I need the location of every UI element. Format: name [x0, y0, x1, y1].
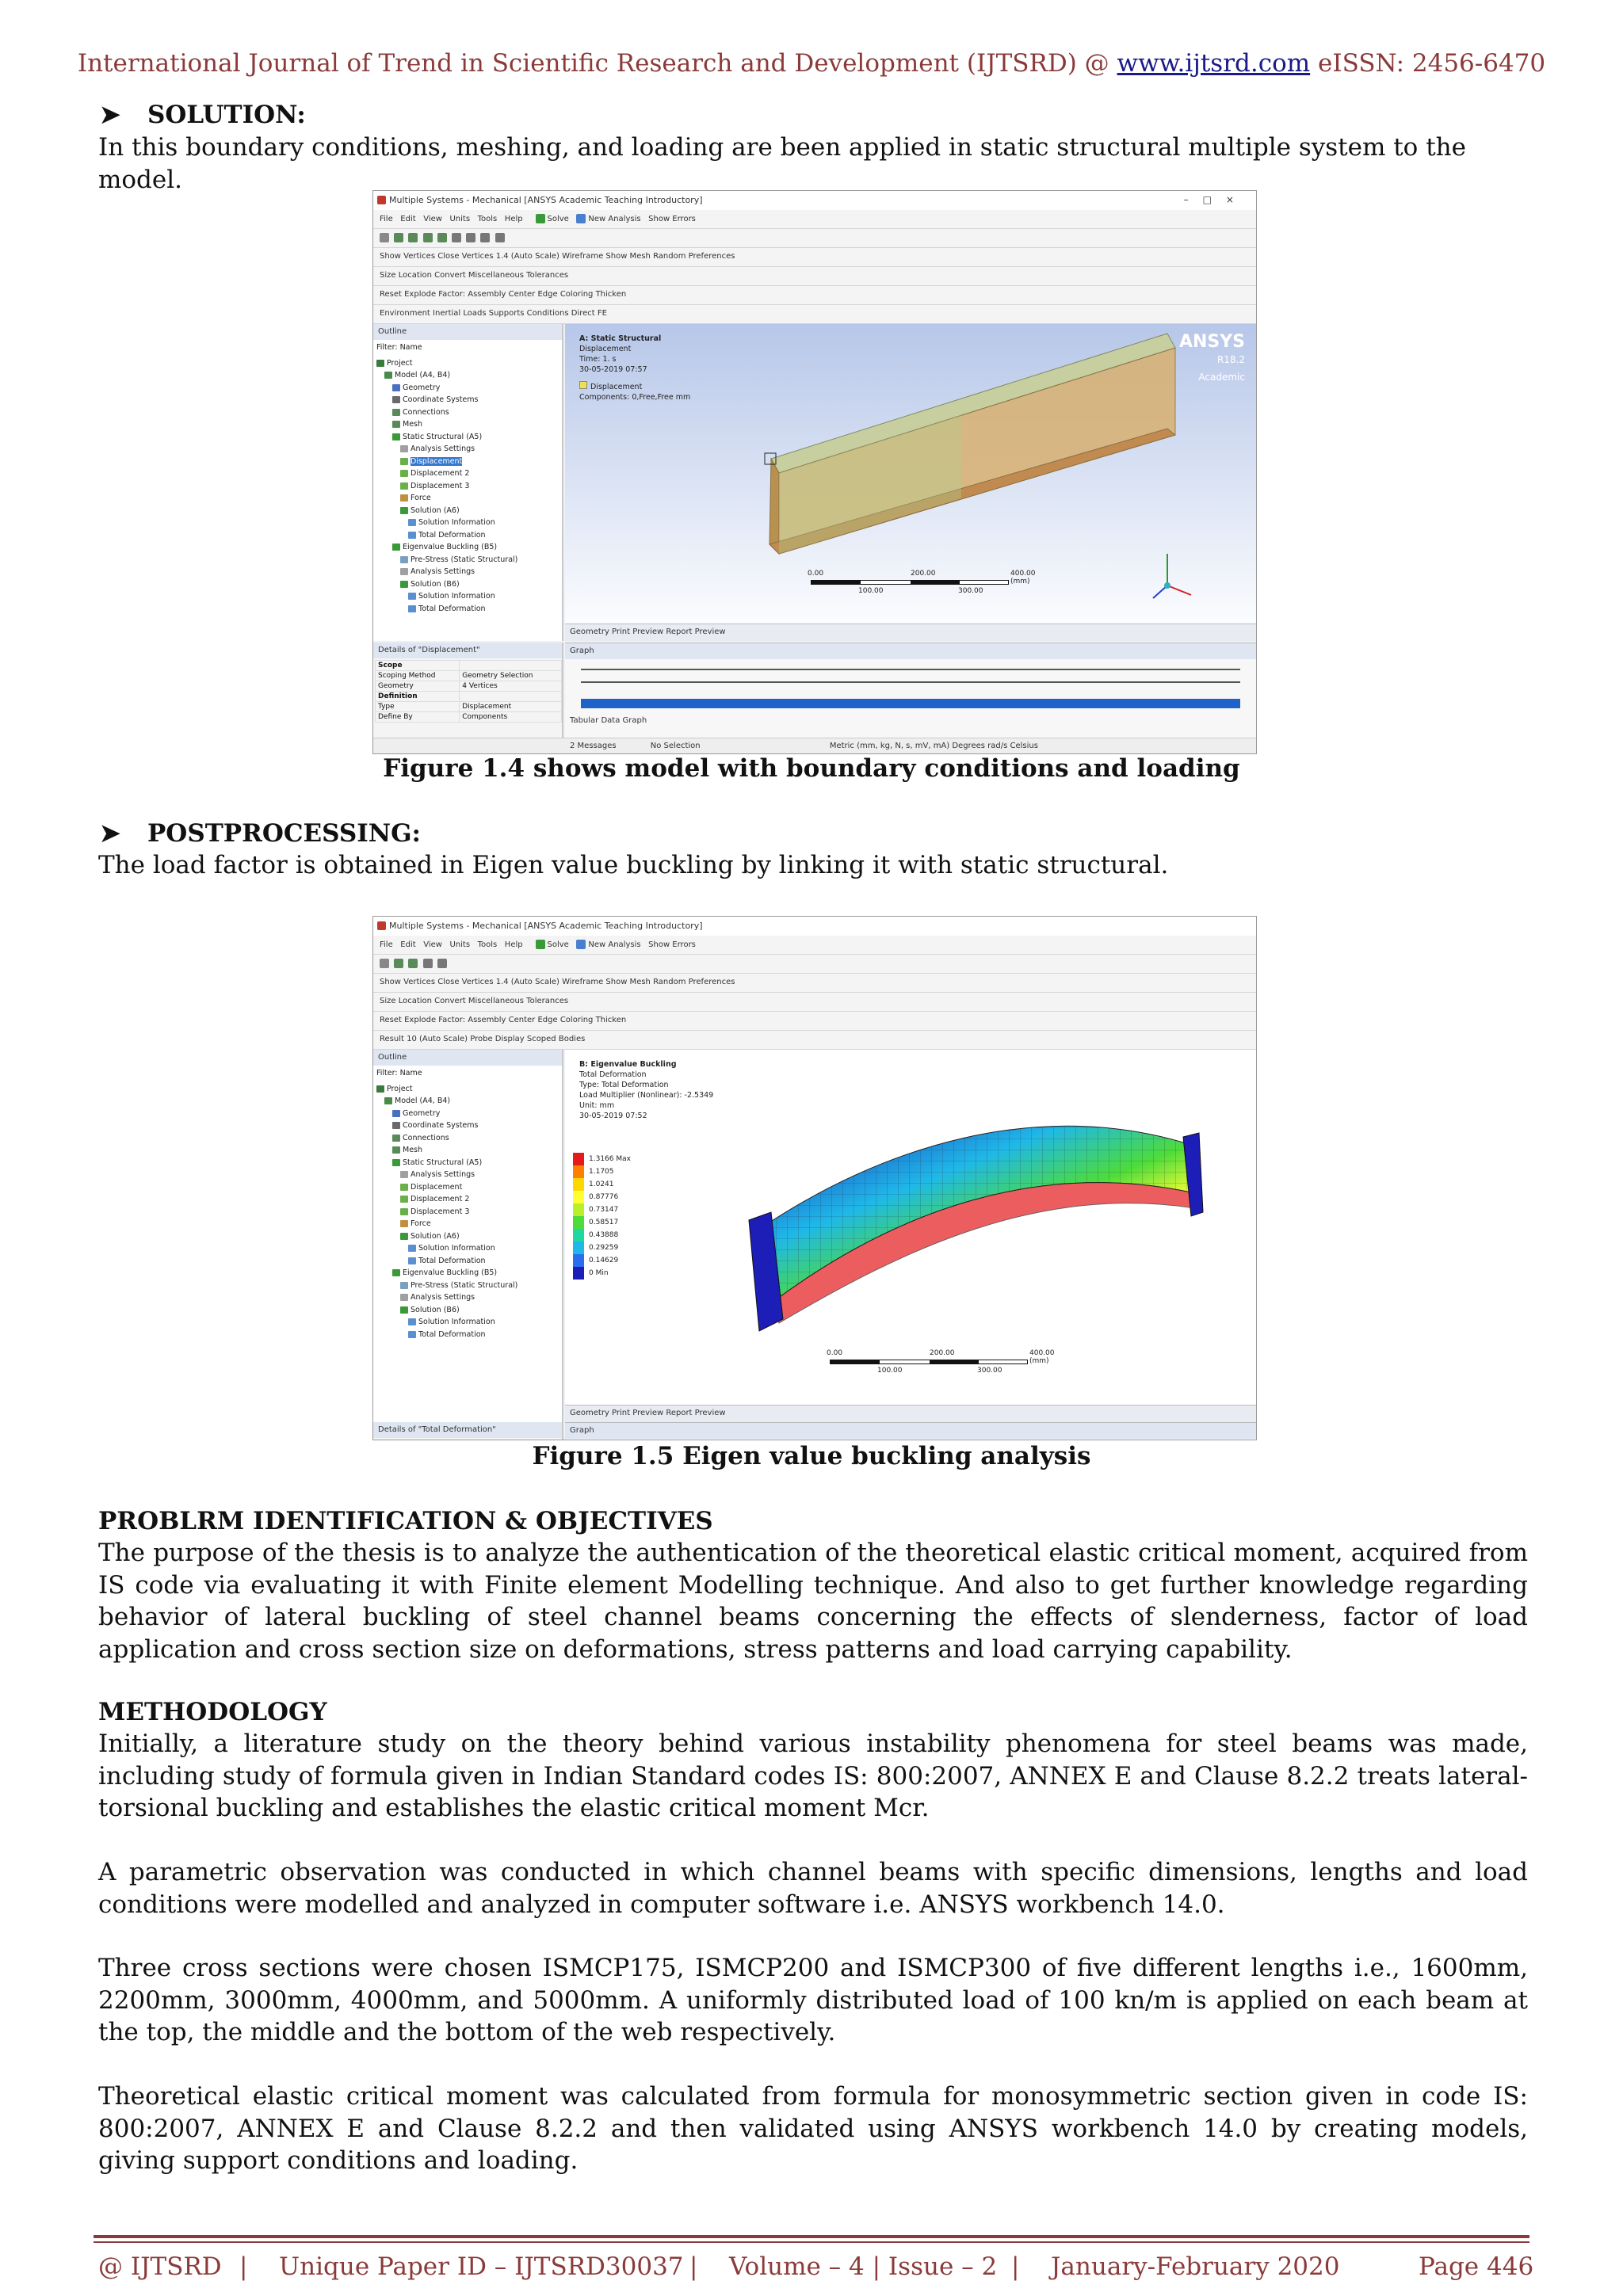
- tree-item[interactable]: Model (A4, B4): [376, 369, 559, 382]
- tree-item[interactable]: Total Deformation: [376, 1329, 559, 1341]
- tree-item[interactable]: Connections: [376, 406, 559, 419]
- details-row[interactable]: Scoping Method Geometry Selection: [376, 671, 562, 681]
- tree-item[interactable]: Mesh: [376, 418, 559, 431]
- outline-tree: [373, 356, 562, 617]
- solve-icon[interactable]: [536, 940, 545, 949]
- methodology-paragraph-1: Initially, a literature study on the theory behind various instability phenomena for steel beams was made, including study of formula given in Indian Standard codes IS: 800:2007, ANNEX E and Clause 8.2.2 treats lateral-torsional buckling and establishes the elastic critical moment Mcr.: [98, 1730, 1528, 1822]
- outline-tree: [373, 1081, 562, 1343]
- tree-node-icon: [400, 1196, 408, 1203]
- figure-2-screenshot: [372, 916, 1257, 1440]
- tree-node-icon: [408, 1257, 416, 1264]
- ansys-logo: ANSYS R18.2 Academic: [1178, 332, 1245, 383]
- tree-node-icon: [384, 372, 392, 379]
- tree-node-icon: [400, 568, 408, 575]
- tree-node-icon: [400, 445, 408, 452]
- tree-item[interactable]: Pre-Stress (Static Structural): [376, 554, 559, 566]
- tree-item[interactable]: Project: [376, 357, 559, 370]
- tree-node-icon: [392, 1159, 400, 1166]
- tree-item[interactable]: Coordinate Systems: [376, 1119, 559, 1132]
- edge-select-icon[interactable]: [423, 233, 433, 242]
- tree-item[interactable]: Displacement 3: [376, 480, 559, 493]
- filter-field[interactable]: Filter: Name: [376, 343, 422, 352]
- tree-item[interactable]: Analysis Settings: [376, 443, 559, 456]
- legend-row: 0.29259: [573, 1241, 631, 1254]
- tree-item[interactable]: Project: [376, 1083, 559, 1096]
- details-table: [375, 660, 562, 723]
- footer-separator: |: [1011, 2252, 1020, 2281]
- graphics-toolbar: [373, 229, 1256, 248]
- tree-node-icon: [384, 1097, 392, 1104]
- graphics-viewport[interactable]: [565, 324, 1256, 641]
- tree-node-icon: [400, 556, 408, 563]
- legend-row: 1.0241: [573, 1178, 631, 1191]
- rotate-icon[interactable]: [423, 959, 433, 968]
- viewport-tabs[interactable]: Geometry Print Preview Report Preview: [565, 1405, 1256, 1422]
- tree-item[interactable]: Solution Information: [376, 590, 559, 603]
- tree-item[interactable]: Mesh: [376, 1144, 559, 1157]
- footer-volume: Volume – 4 | Issue – 2: [729, 2252, 998, 2281]
- app-icon: [377, 921, 386, 930]
- toolbar-row-4[interactable]: Size Location Convert Miscellaneous Tolerances: [373, 993, 1256, 1012]
- problem-heading: PROBLRM IDENTIFICATION & OBJECTIVES: [98, 1507, 713, 1535]
- footer-separator: |: [689, 2252, 698, 2281]
- tree-node-icon: [400, 494, 408, 502]
- solution-text: In this boundary conditions, meshing, and loading are been applied in static structural multiple system to the model.: [98, 133, 1466, 194]
- journal-name: International Journal of Trend in Scientific Research and Development (IJTSRD) @: [77, 49, 1109, 78]
- filter-field[interactable]: Filter: Name: [376, 1069, 422, 1077]
- details-row[interactable]: Definition: [376, 692, 562, 702]
- footer-rule: [94, 2235, 1529, 2238]
- tree-node-icon: [392, 409, 400, 416]
- footer-page-number: Page 446: [1419, 2252, 1534, 2281]
- tree-item[interactable]: Total Deformation: [376, 529, 559, 542]
- methodology-heading: METHODOLOGY: [98, 1698, 327, 1726]
- tree-item[interactable]: Analysis Settings: [376, 1169, 559, 1181]
- new-analysis-icon[interactable]: [576, 940, 586, 949]
- menu-help[interactable]: Help: [504, 215, 523, 223]
- legend-row: 1.3166 Max: [573, 1153, 631, 1165]
- tree-item[interactable]: Solution (B6): [376, 578, 559, 591]
- zoom-icon[interactable]: [437, 959, 447, 968]
- tree-item[interactable]: Pre-Stress (Static Structural): [376, 1280, 559, 1292]
- tree-item[interactable]: Solution (B6): [376, 1304, 559, 1317]
- zoom-icon[interactable]: [480, 233, 490, 242]
- face-select-icon[interactable]: [408, 233, 418, 242]
- bullet-arrow-icon: ➤: [100, 819, 120, 848]
- tree-node-icon: [408, 1318, 416, 1325]
- toolbar-row-4[interactable]: Size Location Convert Miscellaneous Tolerances: [373, 267, 1256, 286]
- menu-file[interactable]: File: [380, 215, 393, 223]
- tree-item[interactable]: Solution (A6): [376, 505, 559, 517]
- face-select-icon[interactable]: [408, 959, 418, 968]
- tree-item[interactable]: Solution Information: [376, 517, 559, 529]
- tree-node-icon: [400, 1171, 408, 1178]
- tree-item[interactable]: Displacement 3: [376, 1206, 559, 1219]
- tree-node-icon: [400, 482, 408, 490]
- solve-button[interactable]: Solve: [547, 215, 569, 223]
- graph-panel: Graph Tabular Data Graph: [565, 643, 1256, 739]
- vertex-select-icon[interactable]: [437, 233, 447, 242]
- tree-node-icon: [392, 1269, 400, 1276]
- tree-item[interactable]: Force: [376, 492, 559, 505]
- details-panel: Details of "Total Deformation": [373, 1422, 563, 1440]
- tree-node-icon: [392, 421, 400, 428]
- running-header: [0, 49, 1623, 78]
- problem-text: The purpose of the thesis is to analyze the authentication of the theoretical elastic critical moment, acquired from IS code via evaluating it with Finite element Modelling technique. And also to get further knowledge regarding behavior of lateral buckling of steel channel beams concerning the effects of slenderness, factor of load application and cross section size on deformations, stress patterns and load carrying capability.: [98, 1539, 1528, 1664]
- legend-row: 0.14629: [573, 1254, 631, 1267]
- footer-paper-id: Unique Paper ID – IJTSRD30037: [279, 2252, 684, 2281]
- details-row[interactable]: Type Displacement: [376, 702, 562, 712]
- app-icon: [377, 196, 386, 204]
- new-analysis-button[interactable]: New Analysis: [588, 215, 641, 223]
- journal-website-link[interactable]: www.ijtsrd.com: [1117, 49, 1311, 78]
- menu-edit[interactable]: Edit: [400, 215, 416, 223]
- window-titlebar: Multiple Systems - Mechanical [ANSYS Academic Teaching Introductory]: [373, 917, 1256, 936]
- tree-node-icon: [400, 507, 408, 514]
- body-select-icon[interactable]: [394, 959, 403, 968]
- tree-item[interactable]: Displacement: [376, 1181, 559, 1194]
- legend-row: 0.73147: [573, 1203, 631, 1216]
- status-bar: 2 Messages No Selection Metric (mm, kg, N, s, mV, mA) Degrees rad/s Celsius: [373, 738, 1256, 753]
- select-icon[interactable]: [380, 233, 389, 242]
- tree-item[interactable]: Solution (A6): [376, 1230, 559, 1243]
- tree-node-icon: [400, 1282, 408, 1289]
- legend-row: 0.58517: [573, 1216, 631, 1229]
- outline-panel: Outline Filter: Name Project Model (A4, B4) Geometry Coordinate Systems Connections Mesh Static Structural (A5) Analysis Settings Displacement Displacement 2 Displacement 3 Force Solution (A6) Solution Information Total Deformation Eigenvalue Buckling (B5) Pre-Stress (Static Structural) Analysis Settings Solution (B6) Solution Information Total Deformation: [373, 1050, 563, 1422]
- show-errors-button[interactable]: Show Errors: [648, 215, 696, 223]
- pan-icon[interactable]: [466, 233, 475, 242]
- eissn: eISSN: 2456-6470: [1318, 49, 1546, 78]
- tree-node-icon: [376, 360, 384, 367]
- legend-row: 0.87776: [573, 1191, 631, 1203]
- select-icon[interactable]: [380, 959, 389, 968]
- tree-node-icon: [408, 1331, 416, 1338]
- viewport-tabs[interactable]: Geometry Print Preview Report Preview: [565, 624, 1256, 641]
- tree-node-icon: [400, 470, 408, 477]
- tree-item[interactable]: Eigenvalue Buckling (B5): [376, 541, 559, 554]
- tree-node-icon: [392, 396, 400, 403]
- tree-item[interactable]: Displacement: [376, 456, 559, 468]
- graph-panel: Graph: [565, 1422, 1256, 1440]
- solve-icon[interactable]: [536, 214, 545, 223]
- scale-bar: 0.00 200.00 400.00 (mm) 100.00 300.00: [827, 1349, 1055, 1375]
- toolbar-row-6[interactable]: Environment Inertial Loads Supports Conditions Direct FE: [373, 305, 1256, 324]
- timeline-bar[interactable]: [581, 699, 1240, 708]
- tree-node-icon: [392, 433, 400, 441]
- tree-node-icon: [400, 1220, 408, 1227]
- tree-node-icon: [400, 1233, 408, 1240]
- new-analysis-icon[interactable]: [576, 214, 586, 223]
- tree-node-icon: [392, 543, 400, 551]
- body-select-icon[interactable]: [394, 233, 403, 242]
- tree-item[interactable]: Geometry: [376, 1108, 559, 1120]
- window-titlebar: Multiple Systems - Mechanical [ANSYS Academic Teaching Introductory] –□×: [373, 191, 1256, 210]
- legend-row: 1.1705: [573, 1165, 631, 1178]
- figure-2-caption: Figure 1.5 Eigen value buckling analysis: [532, 1442, 1091, 1470]
- footer-journal: @ IJTSRD: [98, 2252, 222, 2281]
- tree-node-icon: [392, 1146, 400, 1154]
- tree-node-icon: [400, 1294, 408, 1301]
- tree-node-icon: [376, 1085, 384, 1093]
- scale-bar: 0.00 200.00 400.00 (mm) 100.00 300.00: [808, 570, 1036, 595]
- tree-node-icon: [400, 1184, 408, 1191]
- tree-node-icon: [400, 1208, 408, 1215]
- viewport-info: B: Eigenvalue Buckling Total Deformation Type: Total Deformation Load Multiplier (Nonlinear): -2.5349 Unit: mm 30-05-2019 07:52: [579, 1060, 714, 1120]
- graphics-toolbar: [373, 955, 1256, 974]
- tree-node-icon: [400, 458, 408, 465]
- figure-1-caption: Figure 1.4 shows model with boundary conditions and loading: [383, 754, 1240, 783]
- details-panel: Details of "Displacement" Scope Scoping Method Geometry Selection Geometry 4 Vertices Definition Type Displacement Define By Components: [373, 643, 563, 739]
- result-toolbar[interactable]: Result 10 (Auto Scale) Probe Display Scoped Bodies: [373, 1031, 1256, 1050]
- footer-date: January-February 2020: [1051, 2252, 1340, 2281]
- rotate-icon[interactable]: [452, 233, 461, 242]
- details-row[interactable]: Scope: [376, 661, 562, 671]
- tree-node-icon: [400, 1306, 408, 1314]
- tree-node-icon: [408, 1245, 416, 1252]
- tree-node-icon: [408, 593, 416, 600]
- bullet-arrow-icon: ➤: [100, 101, 120, 129]
- tree-node-icon: [408, 532, 416, 539]
- tree-item[interactable]: Force: [376, 1218, 559, 1230]
- tree-node-icon: [408, 605, 416, 612]
- details-row[interactable]: Define By Components: [376, 712, 562, 723]
- postprocessing-text: The load factor is obtained in Eigen value buckling by linking it with static structural.: [98, 851, 1169, 879]
- tree-item[interactable]: Solution Information: [376, 1316, 559, 1329]
- tree-item[interactable]: Eigenvalue Buckling (B5): [376, 1267, 559, 1280]
- tree-item[interactable]: Total Deformation: [376, 603, 559, 616]
- methodology-paragraph-3: Three cross sections were chosen ISMCP175, ISMCP200 and ISMCP300 of five different lengths i.e., 1600mm, 2200mm, 3000mm, 4000mm, and 5000mm. A uniformly distributed load of 100 kn/m is applied on each beam at the top, the middle and the bottom of the web respectively.: [98, 1954, 1528, 2046]
- zoom-fit-icon[interactable]: [495, 233, 505, 242]
- legend-row: 0 Min: [573, 1267, 631, 1280]
- tree-item[interactable]: Displacement 2: [376, 1193, 559, 1206]
- methodology-paragraph-4: Theoretical elastic critical moment was calculated from formula for monosymmetric section given in code IS: 800:2007, ANNEX E and Clause 8.2.2 and then validated using ANSYS workbench 14.0 by creating models, giving support conditions and loading.: [98, 2082, 1528, 2175]
- toolbar-row-3[interactable]: Show Vertices Close Vertices 1.4 (Auto Scale) Wireframe Show Mesh Random Preferences: [373, 248, 1256, 267]
- methodology-paragraph-2: A parametric observation was conducted in which channel beams with specific dimensions, lengths and load conditions were modelled and analyzed in computer software i.e. ANSYS workbench 14.0.: [98, 1858, 1528, 1919]
- tree-item[interactable]: Model (A4, B4): [376, 1095, 559, 1108]
- tree-item[interactable]: Displacement 2: [376, 467, 559, 480]
- tree-node-icon: [392, 1135, 400, 1142]
- menu-units[interactable]: Units: [449, 215, 471, 223]
- outline-panel: [373, 324, 563, 641]
- tree-node-icon: [400, 581, 408, 588]
- footer-separator: |: [239, 2252, 248, 2281]
- tree-item[interactable]: Static Structural (A5): [376, 431, 559, 444]
- tree-item[interactable]: Total Deformation: [376, 1255, 559, 1268]
- menu-view[interactable]: View: [423, 215, 442, 223]
- footer-rule-thin: [94, 2241, 1529, 2243]
- tree-item[interactable]: Solution Information: [376, 1242, 559, 1255]
- toolbar-row-3[interactable]: Show Vertices Close Vertices 1.4 (Auto Scale) Wireframe Show Mesh Random Preferences: [373, 974, 1256, 993]
- tree-node-icon: [392, 1122, 400, 1129]
- window-controls[interactable]: –□×: [1183, 194, 1248, 205]
- viewport-info: A: Static Structural Displacement Time: 1. s 30-05-2019 07:57 Displacement Components: 0,Free,Free mm: [579, 334, 691, 402]
- menu-bar: [373, 210, 1256, 229]
- tree-item[interactable]: Geometry: [376, 382, 559, 395]
- tree-item[interactable]: Static Structural (A5): [376, 1157, 559, 1169]
- tree-item[interactable]: Analysis Settings: [376, 1291, 559, 1304]
- tree-item[interactable]: Analysis Settings: [376, 566, 559, 578]
- tree-node-icon: [392, 1110, 400, 1117]
- tree-item[interactable]: Coordinate Systems: [376, 394, 559, 406]
- figure-1-screenshot: [372, 190, 1257, 754]
- solution-heading: ➤ SOLUTION:: [100, 101, 306, 129]
- postprocessing-heading: ➤ POSTPROCESSING:: [100, 819, 421, 848]
- menu-tools[interactable]: Tools: [477, 215, 498, 223]
- details-row[interactable]: Geometry 4 Vertices: [376, 681, 562, 692]
- graphics-viewport[interactable]: [565, 1050, 1256, 1405]
- menu-bar: File Edit View Units Tools Help Solve New Analysis Show Errors: [373, 936, 1256, 955]
- toolbar-row-5[interactable]: Reset Explode Factor: Assembly Center Edge Coloring Thicken: [373, 286, 1256, 305]
- toolbar-row-5[interactable]: Reset Explode Factor: Assembly Center Edge Coloring Thicken: [373, 1012, 1256, 1031]
- tree-item[interactable]: Connections: [376, 1132, 559, 1145]
- tree-node-icon: [392, 384, 400, 391]
- tree-node-icon: [408, 519, 416, 526]
- legend-row: 0.43888: [573, 1229, 631, 1241]
- outline-title: Outline: [373, 324, 562, 340]
